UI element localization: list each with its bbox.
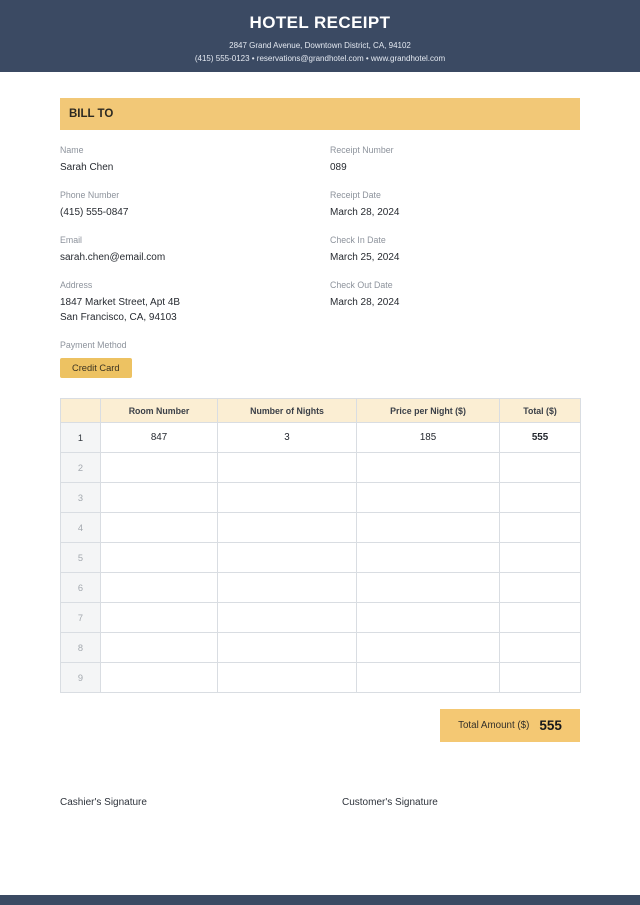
row-number: 2 [61, 453, 101, 483]
table-cell [500, 453, 581, 483]
hotel-address: 2847 Grand Avenue, Downtown District, CA, 94102 [229, 41, 411, 50]
table-cell [218, 573, 357, 603]
field-phone [60, 190, 330, 220]
table-cell [500, 483, 581, 513]
total-amount-value: 555 [539, 718, 562, 733]
table-cell [218, 663, 357, 693]
table-cell [357, 513, 500, 543]
table-cell [500, 663, 581, 693]
footer-bar [0, 895, 640, 905]
table-row [61, 603, 581, 633]
table-cell [101, 543, 218, 573]
table-cell [357, 483, 500, 513]
total-section [60, 709, 580, 742]
table-cell [357, 543, 500, 573]
table-cell [101, 663, 218, 693]
receipt-header [0, 0, 640, 72]
charges-table [60, 398, 581, 693]
cashier-signature-label: Cashier's Signature [60, 797, 147, 808]
table-cell [500, 633, 581, 663]
field-check-in-date-value: March 25, 2024 [330, 252, 400, 263]
field-check-in-date [330, 235, 580, 265]
table-cell: 847 [101, 423, 218, 453]
table-cell [101, 603, 218, 633]
field-receipt-number-value: 089 [330, 162, 347, 173]
field-address [60, 280, 330, 325]
bill-to-left-column [60, 130, 330, 378]
table-row [61, 453, 581, 483]
table-body [61, 423, 581, 693]
field-address-label: Address [60, 280, 93, 290]
row-number: 5 [61, 543, 101, 573]
table-cell: 185 [357, 423, 500, 453]
field-receipt-date [330, 190, 580, 220]
bill-to-fields [60, 130, 580, 378]
page-title: HOTEL RECEIPT [249, 13, 391, 32]
table-cell [500, 513, 581, 543]
field-check-out-date [330, 280, 580, 310]
field-payment-method-label: Payment Method [60, 340, 127, 350]
field-phone-value: (415) 555-0847 [60, 207, 129, 218]
bill-to-banner [60, 98, 580, 130]
table-cell [357, 603, 500, 633]
field-email-label: Email [60, 235, 82, 245]
table-row [61, 633, 581, 663]
table-cell [500, 543, 581, 573]
bill-to-title: BILL TO [69, 108, 114, 120]
receipt-body [60, 98, 580, 808]
row-number: 7 [61, 603, 101, 633]
row-number: 1 [61, 423, 101, 453]
table-cell [101, 513, 218, 543]
table-cell [101, 453, 218, 483]
table-cell [218, 453, 357, 483]
hotel-contact: (415) 555-0123 • reservations@grandhotel.com • www.grandhotel.com [194, 53, 446, 63]
customer-signature-label: Customer's Signature [342, 797, 438, 808]
table-cell [218, 603, 357, 633]
table-cell [218, 483, 357, 513]
table-cell: 3 [218, 423, 357, 453]
column-header-number-of-nights: Number of Nights [218, 399, 357, 423]
table-cell [500, 573, 581, 603]
table-row [61, 423, 581, 453]
table-row [61, 543, 581, 573]
field-name-label: Name [60, 145, 84, 155]
bill-to-right-column [330, 130, 580, 378]
table-cell [357, 663, 500, 693]
field-name-value: Sarah Chen [60, 162, 114, 173]
table-cell [218, 513, 357, 543]
table-cell [500, 603, 581, 633]
field-email [60, 235, 330, 265]
field-check-in-date-label: Check In Date [330, 235, 386, 245]
field-receipt-date-value: March 28, 2024 [330, 207, 400, 218]
field-phone-label: Phone Number [60, 190, 120, 200]
row-number: 6 [61, 573, 101, 603]
column-header-room-number: Room Number [101, 399, 218, 423]
field-address-line2: San Francisco, CA, 94103 [60, 312, 177, 323]
field-email-value: sarah.chen@email.com [60, 252, 166, 263]
table-cell [357, 453, 500, 483]
field-receipt-number-label: Receipt Number [330, 145, 394, 155]
table-header-row [61, 399, 581, 423]
field-check-out-date-label: Check Out Date [330, 280, 393, 290]
table-row [61, 663, 581, 693]
row-number: 8 [61, 633, 101, 663]
field-payment-method [60, 340, 330, 378]
table-row [61, 483, 581, 513]
column-header-total: Total ($) [500, 399, 581, 423]
field-address-line1: 1847 Market Street, Apt 4B [60, 297, 181, 308]
table-row [61, 513, 581, 543]
table-cell [101, 483, 218, 513]
field-name [60, 145, 330, 175]
row-number: 3 [61, 483, 101, 513]
field-receipt-number [330, 145, 580, 175]
table-cell: 555 [500, 423, 581, 453]
table-row [61, 573, 581, 603]
field-receipt-date-label: Receipt Date [330, 190, 381, 200]
signatures-section [60, 797, 580, 808]
field-check-out-date-value: March 28, 2024 [330, 297, 400, 308]
table-cell [101, 573, 218, 603]
table-cell [357, 573, 500, 603]
payment-method-badge: Credit Card [60, 358, 132, 378]
corner-cell [61, 399, 101, 423]
row-number: 4 [61, 513, 101, 543]
table-cell [357, 633, 500, 663]
column-header-price-per-night: Price per Night ($) [357, 399, 500, 423]
table-cell [218, 633, 357, 663]
total-amount-label: Total Amount ($) [458, 720, 530, 731]
row-number: 9 [61, 663, 101, 693]
table-cell [218, 543, 357, 573]
table-cell [101, 633, 218, 663]
total-amount-box [440, 709, 580, 742]
